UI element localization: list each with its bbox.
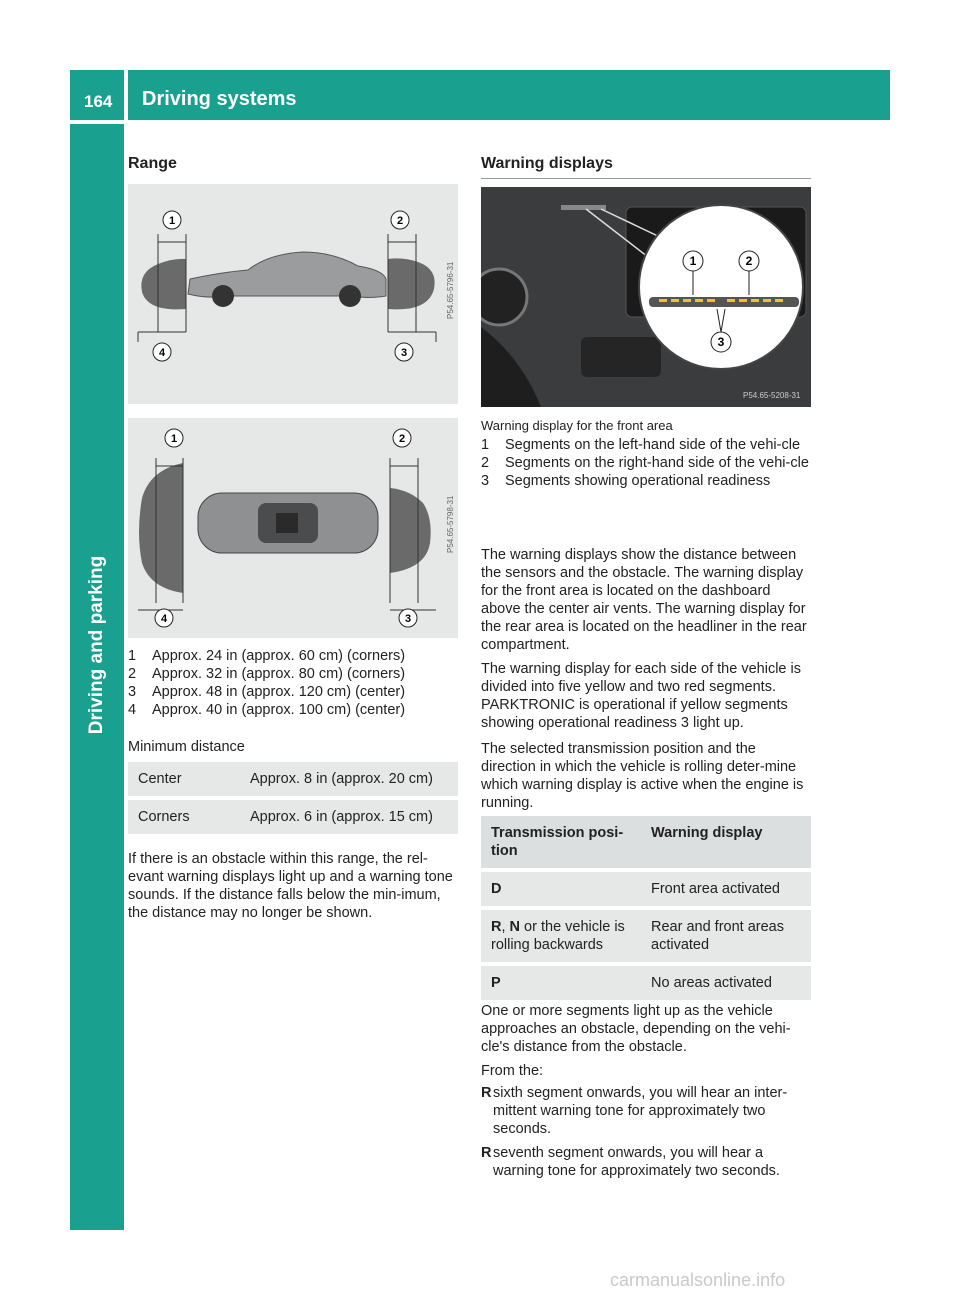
warning-paragraph-3: The selected transmission position and the direction in which the vehicle is rolling deter-mine which warning display is active when the engine is running. [481, 741, 804, 811]
table-row [128, 800, 458, 834]
table-header-row [481, 816, 811, 868]
table-row [481, 966, 811, 1000]
range-side-view-illustration [128, 184, 458, 404]
legend-item: 3 Segments showing operational readiness [481, 473, 771, 489]
front-sensor-zone [141, 259, 186, 310]
minimum-distance-label: Minimum distance [128, 739, 245, 755]
warning-displays-heading: Warning displays [481, 155, 613, 172]
heading-divider [481, 178, 811, 179]
callout-2: 2 [396, 215, 404, 227]
table-cell: Approx. 6 in (approx. 15 cm) [240, 800, 458, 834]
transmission-table [481, 812, 811, 1004]
watermark: carmanualsonline.info [610, 1270, 786, 1290]
figure-caption: Warning display for the front area [481, 418, 673, 433]
table-row [481, 872, 811, 906]
warning-display-figure [481, 187, 811, 407]
range-heading: Range [128, 155, 177, 172]
warning-paragraph-2: The warning display for each side of the vehicle is divided into five yellow and two red segments. PARKTRONIC is operational if yellow segments showing operational readiness 3 light up. [481, 661, 801, 731]
range-side-view-figure [128, 184, 458, 404]
list-item: R seventh segment onwards, you will hear a warning tone for approximately two seconds. [481, 1145, 780, 1179]
bullet-icon: R [481, 1085, 492, 1101]
figure-code: P54.65-5798-31 [446, 495, 455, 553]
range-legend [128, 647, 458, 719]
rear-sensor-zone [390, 488, 431, 573]
table-row [481, 910, 811, 962]
air-vents [581, 337, 661, 377]
segments-paragraph: One or more segments light up as the vehicle approaches an obstacle, depending on the vehi-cle's distance from the obstacle. [481, 1003, 791, 1055]
range-paragraph: If there is an obstacle within this range, the rel-evant warning displays light up and a warning tone sounds. If the distance falls below the min-imum, the distance may no longer be shown. [128, 851, 453, 921]
minimum-distance-table [128, 758, 458, 838]
table-row [128, 762, 458, 796]
dashboard-display-strip [561, 205, 606, 210]
callout-3: 3 [404, 613, 412, 625]
callout-2: 2 [398, 433, 406, 445]
table-cell: Rear and front areas activated [641, 910, 811, 962]
table-cell: P [481, 966, 641, 1000]
callout-2: 2 [745, 254, 753, 268]
sunroof [276, 513, 298, 533]
callout-1: 1 [689, 254, 697, 268]
table-cell: Corners [128, 800, 240, 834]
tone-bullet-list [481, 1084, 811, 1186]
warning-legend [481, 436, 811, 490]
page-number: 164 [84, 92, 113, 111]
legend-item: 2 Segments on the right-hand side of the vehi-cle [481, 455, 809, 471]
bullet-icon: R [481, 1145, 492, 1161]
table-cell: Center [128, 762, 240, 796]
rear-wheel [339, 285, 361, 307]
range-top-view-figure [128, 418, 458, 638]
rear-sensor-zone [388, 258, 435, 309]
callout-ref: 3 [680, 715, 689, 731]
from-the-label: From the: [481, 1063, 544, 1079]
range-top-view-illustration [128, 418, 458, 638]
callout-1: 1 [168, 215, 176, 227]
table-header: Transmission posi-tion [481, 816, 641, 868]
legend-item: 1 Segments on the left-hand side of the vehi-cle [481, 437, 801, 453]
table-cell: R, N or the vehicle is rolling backwards [481, 910, 641, 962]
legend-item: 3 Approx. 48 in (approx. 120 cm) (center) [128, 684, 406, 700]
legend-item: 4 Approx. 40 in (approx. 100 cm) (center) [128, 702, 406, 718]
front-sensor-zone [139, 463, 183, 593]
chapter-label: Driving and parking [86, 555, 107, 735]
callout-1: 1 [170, 433, 178, 445]
figure-code: P54.65-5208-31 [743, 391, 801, 400]
page-number-tab [70, 70, 124, 120]
section-title: Driving systems [142, 88, 297, 110]
front-wheel [212, 285, 234, 307]
chapter-label-wrapper [72, 540, 122, 750]
table-header: Warning display [641, 816, 811, 868]
instrument-gauge [481, 269, 527, 325]
table-cell: Front area activated [641, 872, 811, 906]
dashboard-illustration [481, 187, 811, 407]
table-cell: Approx. 8 in (approx. 20 cm) [240, 762, 458, 796]
callout-4: 4 [158, 347, 166, 359]
callout-3: 3 [717, 335, 725, 349]
callout-4: 4 [160, 613, 168, 625]
legend-item: 1 Approx. 24 in (approx. 60 cm) (corners) [128, 648, 406, 664]
warning-paragraph-1: The warning displays show the distance between the sensors and the obstacle. The warning display for the front area is located on the dashboard above the center air vents. The warning display for the rear area is located on the headliner in the rear compartment. [481, 547, 807, 653]
figure-code: P54.65-5796-31 [446, 261, 455, 319]
table-cell: No areas activated [641, 966, 811, 1000]
section-header [128, 70, 890, 120]
legend-item: 2 Approx. 32 in (approx. 80 cm) (corners) [128, 666, 406, 682]
list-item: R sixth segment onwards, you will hear an inter-mittent warning tone for approximately two seconds. [481, 1085, 788, 1137]
callout-3: 3 [400, 347, 408, 359]
table-cell: D [481, 872, 641, 906]
